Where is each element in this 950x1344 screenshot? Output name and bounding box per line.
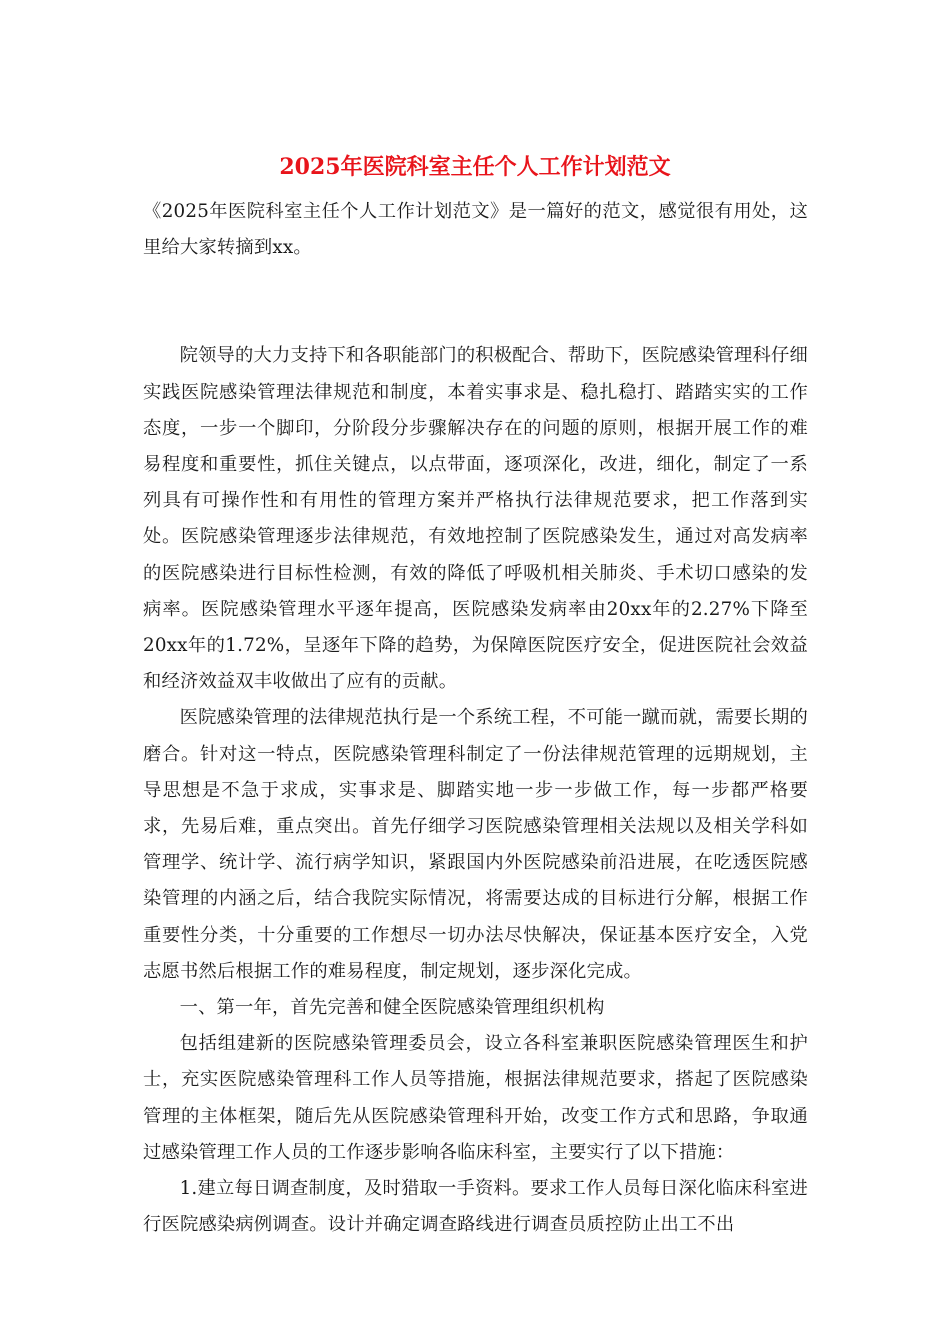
section-heading-1: 一、第一年，首先完善和健全医院感染管理组织机构 <box>179 997 605 1019</box>
blank-gap <box>143 266 808 338</box>
document-body <box>143 194 808 1243</box>
body-paragraph-1: 院领导的大力支持下和各职能部门的积极配合、帮助下，医院感染管理科仔细实践医院感染管理法律规范和制度，本着实事求是、稳扎稳打、踏踏实实的工作态度，一步一个脚印，分阶段分步骤解决存在的问题的原则，根据开展工作的难易程度和重要性，抓住关键点，以点带面，逐项深化，改进，细化，制定了一系列具有可操作性和有用性的管理方案并严格执行法律规范要求，把工作落到实处。医院感染管理逐步法律规范，有效地控制了医院感染发生，通过对高发病率的医院感染进行目标性检测，有效的降低了呼吸机相关肺炎、手术切口感染的发病率。医院感染管理水平逐年提高，医院感染发病率由20xx年的2.27%下降至20xx年的1.72%，呈逐年下降的趋势，为保障医院医疗安全，促进医院社会效益和经济效益双丰收做出了应有的贡献。 <box>143 345 808 693</box>
list-item-1: 1.建立每日调查制度，及时猎取一手资料。要求工作人员每日深化临床科室进行医院感染病例调查。设计并确定调查路线进行调查员质控防止出工不出 <box>143 1178 808 1236</box>
intro-paragraph: 《2025年医院科室主任个人工作计划范文》是一篇好的范文，感觉很有用处，这里给大家转摘到xx。 <box>143 201 808 259</box>
document-title: 2025年医院科室主任个人工作计划范文 <box>279 154 671 180</box>
body-paragraph-3: 包括组建新的医院感染管理委员会，设立各科室兼职医院感染管理医生和护士，充实医院感染管理科工作人员等措施，根据法律规范要求，搭起了医院感染管理的主体框架，随后先从医院感染管理科开始，改变工作方式和思路，争取通过感染管理工作人员的工作逐步影响各临床科室，主要实行了以下措施： <box>143 1033 808 1163</box>
body-paragraph-2: 医院感染管理的法律规范执行是一个系统工程，不可能一蹴而就，需要长期的磨合。针对这一特点，医院感染管理科制定了一份法律规范管理的远期规划，主导思想是不急于求成，实事求是、脚踏实地一步一步做工作，每一步都严格要求，先易后难，重点突出。首先仔细学习医院感染管理相关法规以及相关学科如管理学、统计学、流行病学知识，紧跟国内外医院感染前沿进展，在吃透医院感染管理的内涵之后，结合我院实际情况，将需要达成的目标进行分解，根据工作重要性分类，十分重要的工作想尽一切办法尽快解决，保证基本医疗安全，入党志愿书然后根据工作的难易程度，制定规划，逐步深化完成。 <box>143 707 808 982</box>
